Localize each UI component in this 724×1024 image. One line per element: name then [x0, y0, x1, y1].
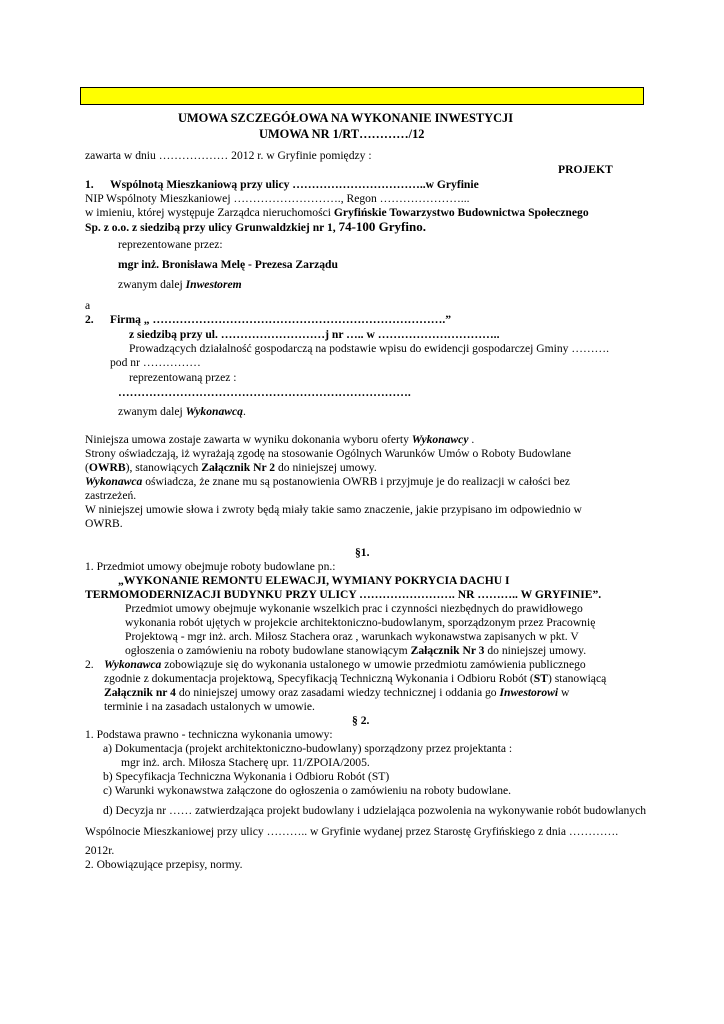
- section-1-item-2-line-4: terminie i na zasadach ustalonych w umowie.: [104, 700, 315, 713]
- connector-a: a: [85, 299, 91, 312]
- projekt-label: PROJEKT: [558, 163, 613, 176]
- party1-called: zwanym dalej Inwestorem: [118, 278, 242, 291]
- basis-c: c) Warunki wykonawstwa załączone do ogłoszenia o zamówieniu na roboty budowlane.: [103, 784, 512, 797]
- section-1-item-2-line-2: zgodnie z dokumentacja projektową, Specyfikacją Techniczną Wykonania i Odbioru Robót (ST) stanowiącą: [104, 672, 607, 685]
- scope-line-4: ogłoszenia o zamówieniu na roboty budowlane stanowiącym Załącznik Nr 3 do niniejszej umowy.: [125, 644, 587, 657]
- highlight-bar: [80, 87, 644, 105]
- basis-b: b) Specyfikacja Techniczna Wykonania i Odbioru Robót (ST): [103, 770, 390, 783]
- party1-representative: mgr inż. Bronisława Melę - Prezesa Zarządu: [118, 258, 338, 271]
- party1-nip-regon: NIP Wspólnoty Mieszkaniowej ………………………., Regon …………………...: [85, 192, 470, 205]
- scope-line-3: Projektową - mgr inż. arch. Miłosz Stachera oraz , warunkach wykonawstwa zapisanych w pkt. V: [125, 630, 579, 643]
- intro-line-7: OWRB.: [85, 517, 123, 530]
- scope-line-2: wykonania robót ujętych w projekcie architektoniczno-budowlanym, sporządzonym przez Pracownię: [125, 616, 596, 629]
- section-2-item-2: 2. Obowiązujące przepisy, normy.: [85, 858, 243, 871]
- intro-line-6: W niniejszej umowie słowa i zwroty będą miały takie samo znaczenie, jakie przypisano im odpowiednio w: [85, 503, 582, 516]
- section-1-heading: §1.: [355, 546, 370, 559]
- party2-represented-label: reprezentowaną przez :: [129, 371, 237, 384]
- party2-called: zwanym dalej Wykonawcą.: [118, 405, 246, 418]
- basis-d-line-2: Wspólnocie Mieszkaniowej przy ulicy ……….. w Gryfinie wydanej przez Starostę Gryfińskiego z dnia ………….: [85, 825, 619, 838]
- section-1-item-2-line-3: Załącznik nr 4 do niniejszej umowy oraz zasadami wiedzy technicznej i oddania go Inwestorowi w: [104, 686, 570, 699]
- party1-address-line: Sp. z o.o. z siedzibą przy ulicy Grunwaldzkiej nr 1, 74-100 Gryfino.: [85, 219, 426, 234]
- contract-number: UMOWA NR 1/RT…………/12: [259, 127, 425, 141]
- intro-line-1: Niniejsza umowa zostaje zawarta w wyniku dokonania wyboru oferty Wykonawcy .: [85, 433, 475, 446]
- work-title-line-2: TERMOMODERNIZACJI BUDYNKU PRZY ULICY ……………………. NR ……….. W GRYFINIE”.: [85, 588, 602, 601]
- scope-line-1: Przedmiot umowy obejmuje wykonanie wszelkich prac i czynności niezbędnych do prawidłowego: [125, 602, 583, 615]
- intro-line-2: Strony oświadczają, iż wyrażają zgodę na stosowanie Ogólnych Warunków Umów o Roboty Budowlane: [85, 447, 571, 460]
- party1-number: 1.: [85, 178, 94, 191]
- intro-line-3: (OWRB), stanowiących Załącznik Nr 2 do niniejszej umowy.: [85, 461, 377, 474]
- party2-representative-dots: ………………………………………………………………….: [118, 386, 411, 399]
- party2-number: 2.: [85, 313, 94, 326]
- party1-represented-label: reprezentowane przez:: [118, 238, 223, 251]
- basis-d-line-3: 2012r.: [85, 844, 115, 857]
- section-1-item-1: 1. Przedmiot umowy obejmuje roboty budowlane pn.:: [85, 560, 336, 573]
- work-title-line-1: „WYKONANIE REMONTU ELEWACJI, WYMIANY POKRYCIA DACHU I: [118, 574, 510, 587]
- intro-line-5: zastrzeżeń.: [85, 489, 137, 502]
- document-title: UMOWA SZCZEGÓŁOWA NA WYKONANIE INWESTYCJI: [178, 111, 514, 125]
- basis-a-line-1: a) Dokumentacja (projekt architektoniczno-budowlany) sporządzony przez projektanta :: [103, 742, 513, 755]
- section-1-item-2-line-1: Wykonawca zobowiązuje się do wykonania ustalonego w umowie przedmiotu zamówienia publicznego: [104, 658, 586, 671]
- party1-name: Wspólnotą Mieszkaniową przy ulicy ……………………………..w Gryfinie: [110, 178, 479, 191]
- section-1-item-2-number: 2.: [85, 658, 94, 671]
- party1-manager-line: w imieniu, której występuje Zarządca nieruchomości Gryfińskie Towarzystwo Budownictwa Społecznego: [85, 206, 589, 219]
- section-2-item-1: 1. Podstawa prawno - techniczna wykonania umowy:: [85, 728, 333, 741]
- party2-address: z siedzibą przy ul. ………………………j nr ….. w …………………………..: [129, 328, 500, 341]
- party2-registration: Prowadzących działalność gospodarczą na podstawie wpisu do ewidencji gospodarczej Gminy ……….: [129, 342, 610, 355]
- intro-line-4: Wykonawca oświadcza, że znane mu są postanowienia OWRB i przyjmuje je do realizacji w całości bez: [85, 475, 570, 488]
- date-line: zawarta w dniu ……………… 2012 r. w Gryfinie pomiędzy :: [85, 149, 372, 162]
- party2-name: Firmą „ ………………………………………………………………….”: [110, 313, 452, 326]
- basis-a-line-2: mgr inż. arch. Miłosza Stacherę upr. 11/ZPOIA/2005.: [121, 756, 370, 769]
- basis-d-line-1: d) Decyzja nr …… zatwierdzająca projekt budowlany i udzielająca pozwolenia na wykonywanie robót budowlanych: [103, 804, 647, 817]
- section-2-heading: § 2.: [352, 714, 370, 727]
- party2-registration-number: pod nr ……………: [110, 356, 201, 369]
